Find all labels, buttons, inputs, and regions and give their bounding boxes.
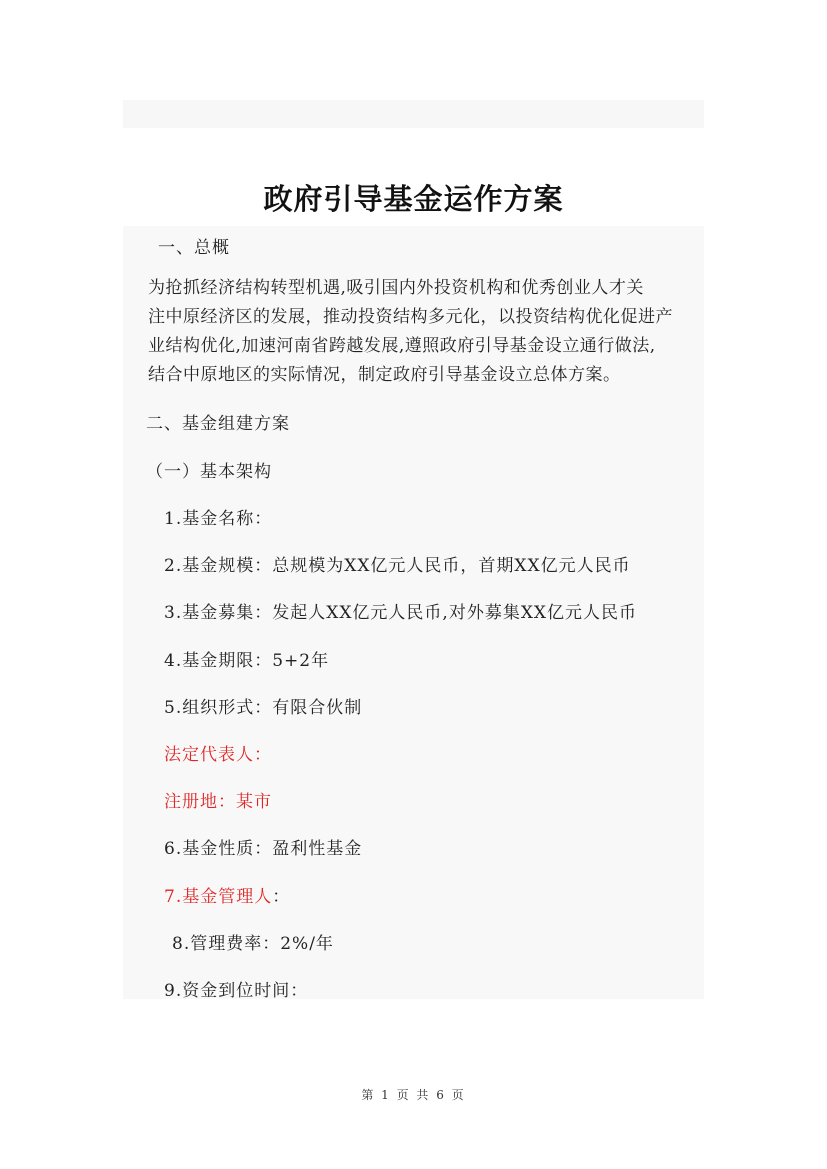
fund-manager-colon: ： [272, 887, 291, 907]
item-funding-time: 9.资金到位时间： [164, 981, 309, 1001]
paragraph-line: 结合中原地区的实际情况，制定政府引导基金设立总体方案。 [148, 365, 621, 385]
paragraph-line: 注中原经济区的发展，推动投资结构多元化，以投资结构优化促进产 [148, 307, 673, 327]
item-fund-nature: 6.基金性质：盈利性基金 [164, 839, 363, 859]
item-legal-representative: 法定代表人： [164, 745, 272, 765]
item-registered-place: 注册地：某市 [164, 792, 272, 812]
subsection-basic-structure: （一）基本架构 [146, 462, 272, 482]
section-1-heading: 一、总概 [158, 238, 230, 258]
item-management-fee: 8.管理费率：2%/年 [172, 934, 334, 954]
document-title: 政府引导基金运作方案 [263, 182, 564, 217]
paragraph-line: 业结构优化,加速河南省跨越发展,遵照政府引导基金设立通行做法, [148, 336, 656, 356]
item-org-form: 5.组织形式：有限合伙制 [164, 698, 363, 718]
paragraph-line: 为抢抓经济结构转型机遇,吸引国内外投资机构和优秀创业人才关 [148, 278, 644, 298]
section-2-heading: 二、基金组建方案 [146, 414, 290, 434]
item-fund-manager [164, 882, 290, 907]
item-fund-name: 1.基金名称： [164, 509, 273, 529]
section-1-paragraph [148, 274, 704, 390]
item-fund-term: 4.基金期限：5+2年 [164, 651, 330, 671]
item-fund-raising: 3.基金募集：发起人XX亿元人民币,对外募集XX亿元人民币 [164, 603, 638, 623]
fund-manager-label: 7.基金管理人 [164, 887, 273, 907]
header-band [123, 100, 704, 128]
item-fund-scale: 2.基金规模：总规模为XX亿元人民币，首期XX亿元人民币 [164, 556, 631, 576]
page-footer: 第 1 页 共 6 页 [361, 1088, 466, 1102]
